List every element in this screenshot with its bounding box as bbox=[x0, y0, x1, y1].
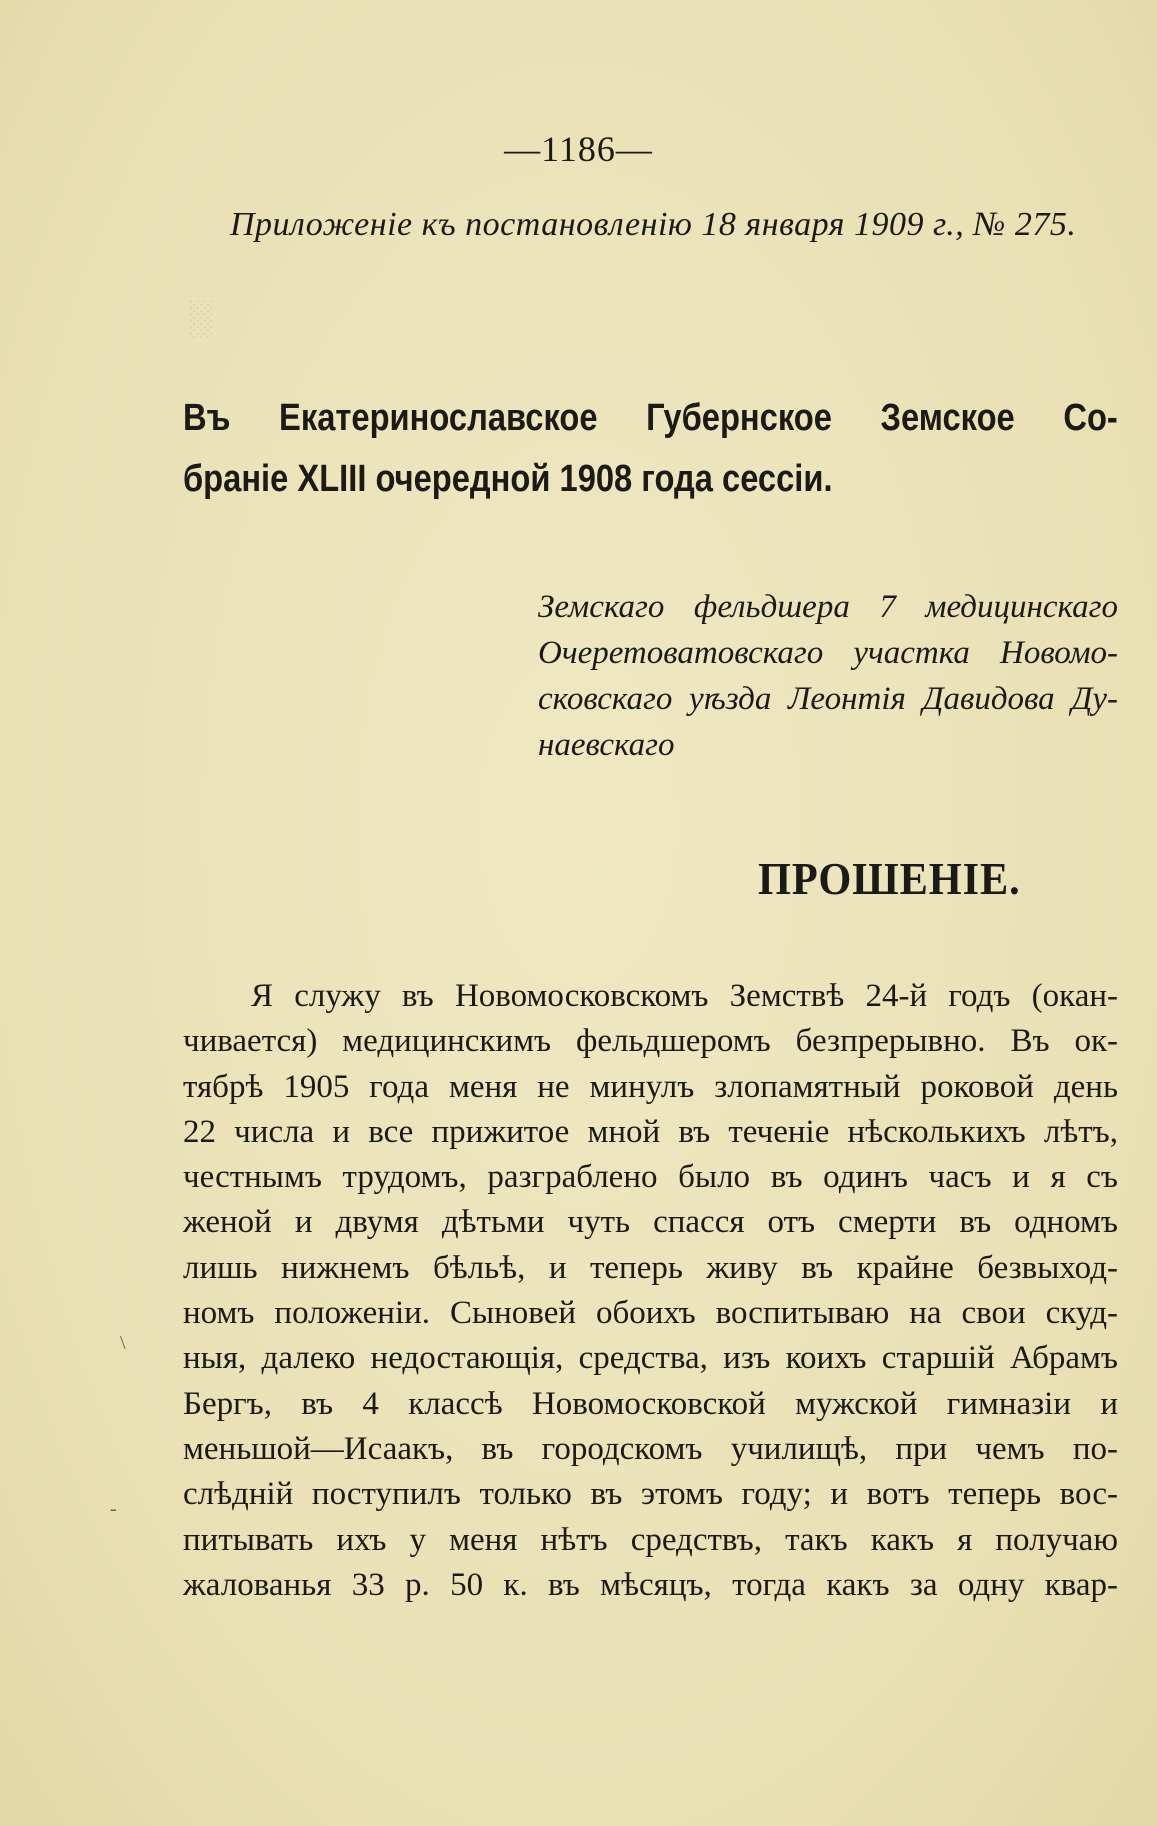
body-line: питывать ихъ у меня нѣтъ средствъ, такъ какъ я получаю bbox=[183, 1521, 1118, 1558]
appendix-note: Приложеніе къ постановленію 18 января 1909 г., № 275. bbox=[230, 206, 1077, 243]
body-line: Я служу въ Новомосковскомъ Земствѣ 24-й годъ (окан- bbox=[251, 978, 1118, 1014]
body-line: чивается) медицинскимъ фельдшеромъ безпрерывно. Въ ок- bbox=[183, 1023, 1118, 1060]
body-line: ныя, далеко недостающія, средства, изъ коихъ старшій Абрамъ bbox=[183, 1340, 1118, 1377]
body-line: номъ положеніи. Сыновей обоихъ воспитываю на свои скуд- bbox=[183, 1295, 1118, 1332]
petitioner-block bbox=[538, 584, 1118, 768]
petitioner-line: сковскаго уѣзда Леонтія Давидова Ду- bbox=[538, 681, 1118, 717]
body-line: женой и двумя дѣтьми чуть спасся отъ смерти въ одномъ bbox=[183, 1204, 1118, 1241]
body-line: меньшой—Исаакъ, въ городскомъ училищѣ, при чемъ по- bbox=[183, 1430, 1118, 1467]
document-title: ПРОШЕНІЕ. bbox=[758, 853, 1021, 904]
margin-tick-mark: \ bbox=[120, 1332, 126, 1354]
petitioner-line: Земскаго фельдшера 7 медицинскаго bbox=[538, 589, 1118, 625]
page-number: —1186— bbox=[504, 129, 653, 169]
addressee-line: Въ Екатеринославское Губернское Земское Со- bbox=[183, 397, 1118, 439]
petitioner-line: Очеретоватовскаго участка Новомо- bbox=[538, 635, 1118, 671]
addressee-heading bbox=[183, 388, 1118, 510]
body-line: слѣдній поступилъ только въ этомъ году; и вотъ теперь вос- bbox=[183, 1476, 1118, 1513]
petitioner-line: наевскаго bbox=[538, 727, 675, 763]
body-line: лишь нижнемъ бѣльѣ, и теперь живу въ крайне безвыход- bbox=[183, 1249, 1118, 1286]
margin-tick-mark: - bbox=[110, 1498, 117, 1520]
addressee-line: браніе XLIII очередной 1908 года сессіи. bbox=[183, 458, 833, 500]
petition-body bbox=[183, 974, 1118, 1608]
bleed-through-decoration: ░ bbox=[190, 300, 215, 337]
body-line: Бергъ, въ 4 классѣ Новомосковской мужской гимназіи и bbox=[183, 1385, 1118, 1422]
body-line: жалованья 33 р. 50 к. въ мѣсяцъ, тогда какъ за одну квар- bbox=[183, 1566, 1118, 1603]
body-line: 22 числа и все прижитое мной въ теченіе нѣсколькихъ лѣтъ, bbox=[183, 1113, 1118, 1150]
body-line: честнымъ трудомъ, разграблено было въ одинъ часъ и я съ bbox=[183, 1159, 1118, 1196]
body-line: тябрѣ 1905 года меня не минулъ злопамятный роковой день bbox=[183, 1068, 1118, 1105]
